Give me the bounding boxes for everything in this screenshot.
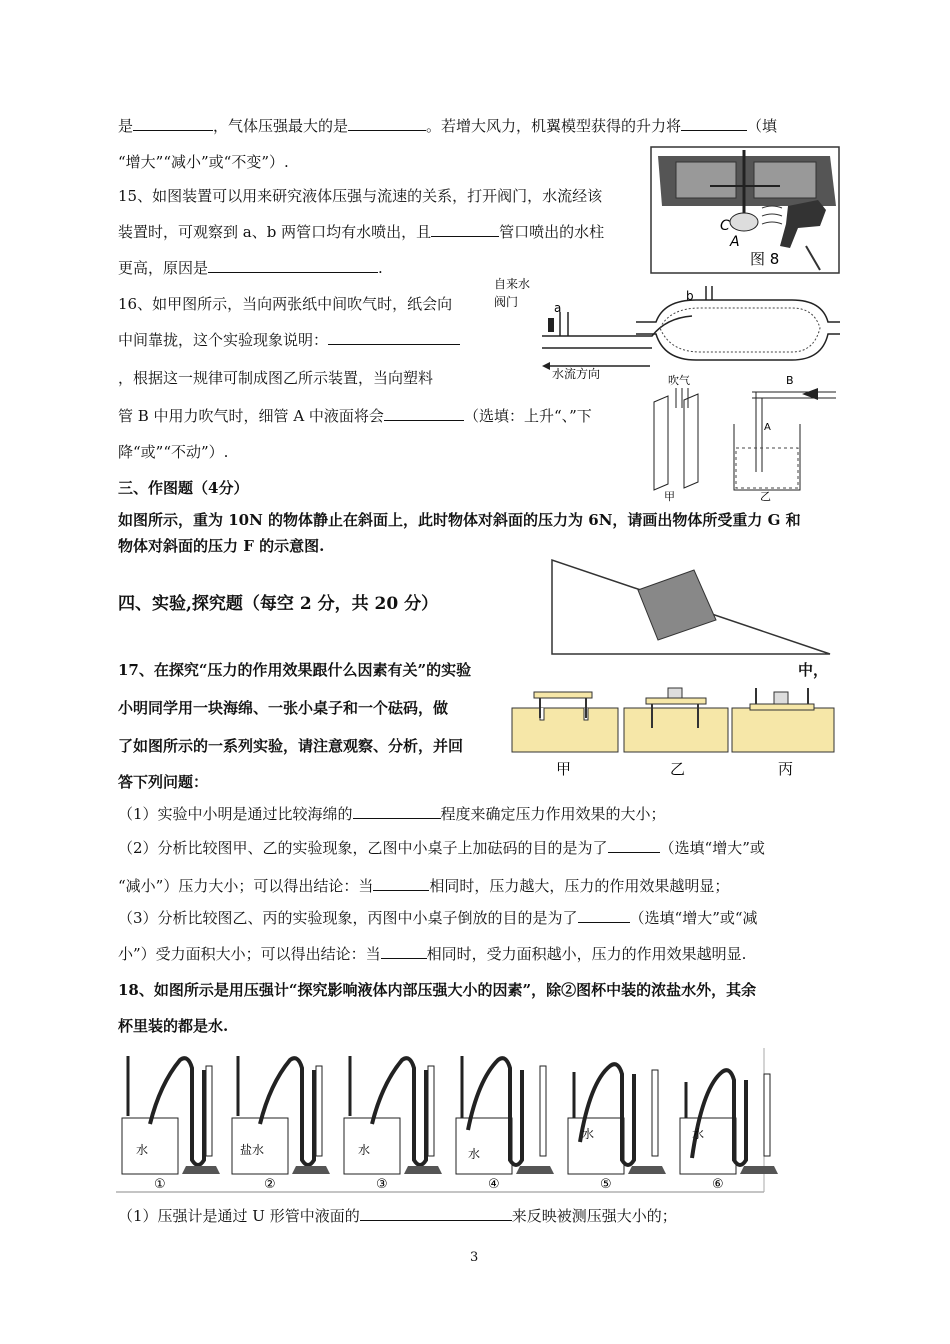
liquid-label: 水: [358, 1143, 371, 1157]
section-4-title: 四、实验,探究题（每空 2 分，共 20 分）: [118, 594, 439, 614]
q16-line-3: ，根据这一规律可制成图乙所示装置，当向塑料: [118, 369, 434, 387]
label-bing: 丙: [778, 760, 794, 778]
blank: [431, 222, 499, 237]
text-line: “增大”“减小”或“不变”）.: [118, 153, 289, 171]
label-b-tube: b: [686, 289, 694, 303]
label-yi: 乙: [670, 760, 686, 778]
text: （2）分析比较图甲、乙的实验现象，乙图中小桌子上加砝码的目的是为了: [118, 839, 608, 857]
section-3-line-1: 如图所示，重为 10N 的物体静止在斜面上，此时物体对斜面的压力为 6N，请画出物体所受重力 G 和: [118, 511, 801, 529]
q18-line-1: 18、如图所示是用压强计“探究影响液体内部压强大小的因素”，除②图杯中装的浓盐水外，其余: [118, 981, 757, 999]
label-a-tube-16: A: [764, 422, 771, 433]
liquid-label: 水: [468, 1147, 481, 1161]
figure-q17-sponge: [510, 688, 836, 776]
q15-line-2: [118, 222, 604, 242]
text: 小”）受力面积大小；可以得出结论：当: [118, 945, 381, 963]
figure-number: ①: [154, 1177, 166, 1192]
text: 中间靠拢，这个实验现象说明：: [118, 331, 329, 349]
figure-number: ④: [488, 1177, 500, 1192]
label-jia: 甲: [556, 760, 572, 778]
text: （选填：上升“、”下: [463, 407, 592, 425]
q17-sub-3b: [118, 944, 746, 964]
label-flow-direction: 水流方向: [552, 367, 601, 381]
text: （选填“增大”或“减: [629, 909, 758, 927]
figure-incline: [548, 556, 834, 658]
liquid-label: 水: [136, 1143, 149, 1157]
manometer-1: [122, 1056, 220, 1192]
label-b-straw: B: [786, 374, 794, 387]
section-3-title: 三、作图题（4分）: [118, 479, 249, 497]
figure-number: ⑤: [600, 1177, 612, 1192]
q15-line-1: 15、如图装置可以用来研究液体压强与流速的关系，打开阀门，水流经该: [118, 187, 603, 205]
q17-sub-2: [118, 838, 765, 858]
manometer-5: [568, 1064, 666, 1192]
text: 相同时，受力面积越小，压力的作用效果越明显.: [426, 945, 747, 963]
text: 管口喷出的水柱: [499, 223, 605, 241]
text: 程度来确定压力作用效果的大小；: [440, 805, 666, 823]
q18-line-2: 杯里装的都是水.: [118, 1017, 229, 1035]
q17-line-4: 答下列问题：: [118, 773, 209, 791]
q17-line-3: 了如图所示的一系列实验，请注意观察、分析，并回: [118, 737, 464, 755]
label-blow: 吹气: [668, 374, 690, 387]
liquid-label: 水: [582, 1127, 595, 1141]
figure-q16: [648, 372, 842, 504]
figure-q18-manometers: [116, 1046, 766, 1194]
text: ，气体压强最大的是: [213, 117, 349, 135]
label-yi: 乙: [760, 490, 771, 503]
blank: [208, 258, 378, 273]
blank: [360, 1206, 512, 1221]
q17-sub-3: [118, 908, 758, 928]
figure-8-wing-model: [650, 146, 840, 274]
blank: [384, 406, 464, 421]
figure-number: ⑥: [712, 1177, 724, 1192]
text: 装置时，可观察到 a、b 两管口均有水喷出，且: [118, 223, 432, 241]
label-valve: 阀门: [494, 295, 519, 309]
label-a: A: [730, 234, 740, 250]
q16-line-4: [118, 406, 592, 426]
text-line: [118, 116, 777, 136]
page-number: 3: [470, 1250, 479, 1265]
q16-line-1: 16、如甲图所示，当向两张纸中间吹气时，纸会向: [118, 295, 453, 313]
figure-number: ②: [264, 1177, 276, 1192]
q17-sub-2b: [118, 876, 729, 896]
blank: [373, 876, 429, 891]
label-c: C: [720, 218, 730, 234]
text: 来反映被测压强大小的；: [511, 1207, 677, 1225]
manometer-3: [344, 1056, 442, 1192]
liquid-label: 盐水: [240, 1143, 265, 1157]
section-3-line-2: 物体对斜面的压力 F 的示意图.: [118, 537, 325, 555]
manometer-4: [456, 1056, 554, 1192]
text: 管 B 中用力吹气时，细管 A 中液面将会: [118, 407, 384, 425]
liquid-label: 水: [692, 1127, 705, 1141]
text: 更高，原因是: [118, 259, 209, 277]
text: （1）实验中小明是通过比较海绵的: [118, 805, 353, 823]
q18-sub-1: [118, 1206, 677, 1226]
blank: [353, 804, 441, 819]
blank: [348, 116, 426, 131]
q16-line-5: 降“或”“不动”）.: [118, 443, 229, 461]
blank: [328, 330, 460, 345]
figure-8-caption: 图 8: [750, 250, 780, 268]
q15-line-3: [118, 258, 383, 278]
label-a-tube: a: [554, 301, 562, 315]
figure-q15-pipe-body: [636, 286, 840, 376]
q17-line-2: 小明同学用一块海绵、一张小桌子和一个砝码，做: [118, 699, 449, 717]
text: （填: [747, 117, 778, 135]
q17-sub-1: [118, 804, 666, 824]
label-tap-water: 自来水: [494, 277, 531, 291]
figure-number: ③: [376, 1177, 388, 1192]
manometer-2: [232, 1056, 330, 1192]
text: （1）压强计是通过 U 形管中液面的: [118, 1207, 360, 1225]
blank: [608, 838, 660, 853]
text: “减小”）压力大小；可以得出结论：当: [118, 877, 374, 895]
label-jia: 甲: [664, 490, 675, 503]
q17-line-1: 17、在探究“压力的作用效果跟什么因素有关”的实验: [118, 661, 472, 679]
text: （选填“增大”或: [659, 839, 765, 857]
blank: [681, 116, 747, 131]
text: 相同时，压力越大，压力的作用效果越明显；: [429, 877, 730, 895]
text: （3）分析比较图乙、丙的实验现象，丙图中小桌子倒放的目的是为了: [118, 909, 578, 927]
text: 。若增大风力，机翼模型获得的升力将: [426, 117, 682, 135]
manometer-6: [680, 1070, 778, 1192]
q17-line-1-end: 中，: [798, 661, 829, 679]
text: 是: [118, 117, 134, 135]
blank: [381, 944, 427, 959]
blank: [578, 908, 630, 923]
blank: [133, 116, 213, 131]
text: .: [378, 259, 383, 277]
q16-line-2: [118, 330, 460, 350]
